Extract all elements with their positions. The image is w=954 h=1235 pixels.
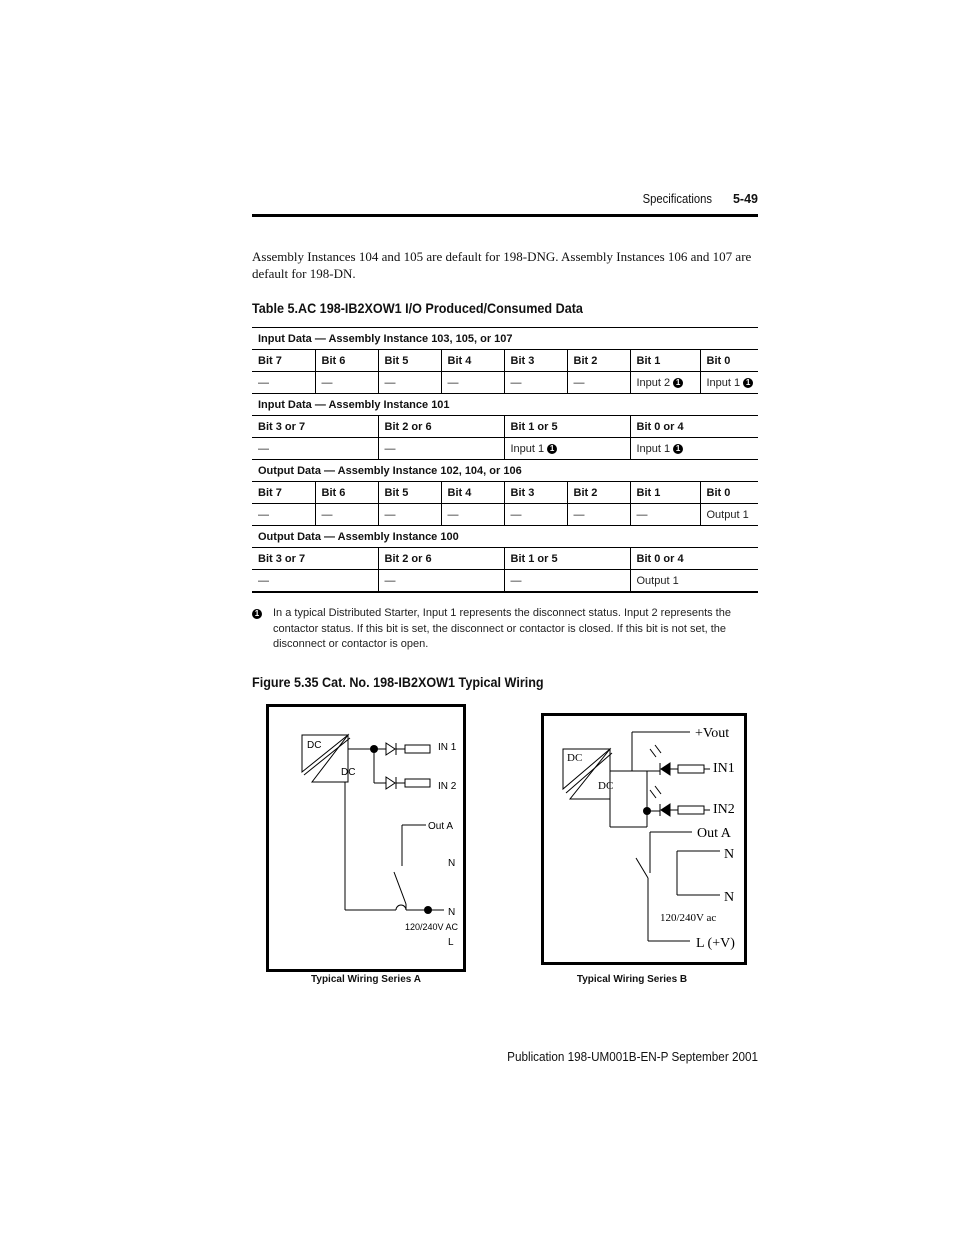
in1-label: IN 1 <box>438 742 457 753</box>
table-caption: Table 5.AC 198-IB2XOW1 I/O Produced/Consumed Data <box>252 300 583 316</box>
column-header: Bit 0 or 4 <box>630 416 758 438</box>
cell-text: Input 1 <box>636 442 671 455</box>
footnote-marker-icon: 1 <box>673 444 683 454</box>
table-cell: — <box>504 504 567 526</box>
column-header: Bit 6 <box>315 482 378 504</box>
column-header: Bit 2 or 6 <box>378 416 504 438</box>
table-cell: — <box>378 372 441 394</box>
column-header: Bit 1 <box>630 482 700 504</box>
table-cell: — <box>441 372 504 394</box>
table-row <box>252 372 758 394</box>
resistor-icon <box>678 806 704 814</box>
column-header: Bit 3 <box>504 350 567 372</box>
header-row <box>252 350 758 372</box>
header-rule <box>252 214 758 217</box>
cell-text: Input 1 <box>510 442 545 455</box>
table-cell: — <box>378 438 504 460</box>
column-header: Bit 3 or 7 <box>252 548 378 570</box>
vout-label: +Vout <box>695 726 730 741</box>
running-header-section: Specifications <box>642 192 712 206</box>
resistor-icon <box>405 779 430 787</box>
column-header: Bit 1 or 5 <box>504 548 630 570</box>
table-cell <box>700 372 758 394</box>
resistor-icon <box>405 745 430 753</box>
in1-label: IN1 <box>713 761 735 776</box>
column-header: Bit 2 <box>567 482 630 504</box>
table-cell: — <box>567 372 630 394</box>
n-top-label: N <box>724 847 735 862</box>
wiring-diagram-series-b <box>540 713 750 967</box>
column-header: Bit 1 <box>630 350 700 372</box>
n-bottom-label: N <box>448 907 456 918</box>
footnote-marker-icon: 1 <box>743 378 753 388</box>
in2-label: IN2 <box>713 802 735 817</box>
dc-bottom-label: DC <box>341 767 356 778</box>
table-cell: Output 1 <box>630 570 758 593</box>
column-header: Bit 0 <box>700 350 758 372</box>
publication-footer: Publication 198-UM001B-EN-P September 2001 <box>507 1049 758 1064</box>
table-cell: — <box>504 570 630 593</box>
column-header: Bit 2 or 6 <box>378 548 504 570</box>
column-header: Bit 7 <box>252 482 315 504</box>
table-cell: Output 1 <box>700 504 758 526</box>
cell-text: Input 2 <box>636 376 671 389</box>
page-number: 5-49 <box>732 192 758 206</box>
section-title: Input Data — Assembly Instance 101 <box>252 394 758 416</box>
column-header: Bit 7 <box>252 350 315 372</box>
supply-label: 120/240V AC <box>405 922 459 932</box>
table-cell: — <box>567 504 630 526</box>
table-cell: — <box>252 504 315 526</box>
section-title-row <box>252 460 758 482</box>
section-title: Output Data — Assembly Instance 102, 104, or 106 <box>252 460 758 482</box>
header-row <box>252 482 758 504</box>
column-header: Bit 4 <box>441 350 504 372</box>
l-label: L (+V) <box>696 936 735 951</box>
out-a-label: Out A <box>428 821 454 832</box>
column-header: Bit 5 <box>378 350 441 372</box>
header-row <box>252 548 758 570</box>
section-title-row <box>252 328 758 350</box>
table-cell: — <box>252 438 378 460</box>
table-cell <box>630 372 700 394</box>
n-bottom-label: N <box>724 890 735 905</box>
switch-contact <box>394 872 406 904</box>
supply-label: 120/240V ac <box>660 912 717 924</box>
table-cell: — <box>252 372 315 394</box>
table-cell: — <box>630 504 700 526</box>
wiring-diagram-series-a <box>266 704 466 972</box>
table-cell: — <box>315 504 378 526</box>
column-header: Bit 0 or 4 <box>630 548 758 570</box>
column-header: Bit 3 <box>504 482 567 504</box>
n-top-label: N <box>448 858 456 869</box>
l-label: L <box>448 937 454 948</box>
cell-text: Input 1 <box>706 376 741 389</box>
column-header: Bit 6 <box>315 350 378 372</box>
column-header: Bit 3 or 7 <box>252 416 378 438</box>
figure-caption: Figure 5.35 Cat. No. 198-IB2XOW1 Typical Wiring <box>252 674 544 690</box>
footnote-marker-icon: 1 <box>252 609 262 619</box>
series-a-subtitle: Typical Wiring Series A <box>311 974 421 985</box>
intro-paragraph: Assembly Instances 104 and 105 are default for 198-DNG. Assembly Instances 106 and 107 are default for 198-DN. <box>252 249 752 281</box>
column-header: Bit 4 <box>441 482 504 504</box>
footnote-marker-icon: 1 <box>673 378 683 388</box>
section-title: Output Data — Assembly Instance 100 <box>252 526 758 548</box>
series-b-subtitle: Typical Wiring Series B <box>576 974 688 985</box>
table-row <box>252 570 758 593</box>
out-a-label: Out A <box>697 826 731 841</box>
table-cell <box>504 438 630 460</box>
dc-bottom-label: DC <box>598 780 614 792</box>
column-header: Bit 2 <box>567 350 630 372</box>
table-cell: — <box>378 504 441 526</box>
header-row <box>252 416 758 438</box>
junction-dot <box>424 906 432 914</box>
section-title-row <box>252 526 758 548</box>
table-cell: — <box>378 570 504 593</box>
table-cell: — <box>504 372 567 394</box>
dc-top-label: DC <box>307 740 322 751</box>
io-data-table <box>252 327 758 593</box>
footnote-marker-icon: 1 <box>547 444 557 454</box>
switch-contact <box>636 858 648 878</box>
diode-icon <box>386 743 396 755</box>
table-row <box>252 504 758 526</box>
table-cell: — <box>252 570 378 593</box>
dc-top-label: DC <box>567 752 583 764</box>
table-cell: — <box>441 504 504 526</box>
resistor-icon <box>678 765 704 773</box>
table-row <box>252 438 758 460</box>
column-header: Bit 5 <box>378 482 441 504</box>
section-title-row <box>252 394 758 416</box>
section-title: Input Data — Assembly Instance 103, 105, or 107 <box>252 328 758 350</box>
wire-crossover <box>396 905 406 910</box>
column-header: Bit 1 or 5 <box>504 416 630 438</box>
diode-icon <box>386 777 396 789</box>
column-header: Bit 0 <box>700 482 758 504</box>
footnote-text: In a typical Distributed Starter, Input 1 represents the disconnect status. Input 2 represents the contactor status. If this bit is set, the disconnect or contactor is closed. If this bit is not set, the disconnect or contactor is open. <box>273 607 731 650</box>
in2-label: IN 2 <box>438 781 457 792</box>
table-cell <box>630 438 758 460</box>
table-cell: — <box>315 372 378 394</box>
